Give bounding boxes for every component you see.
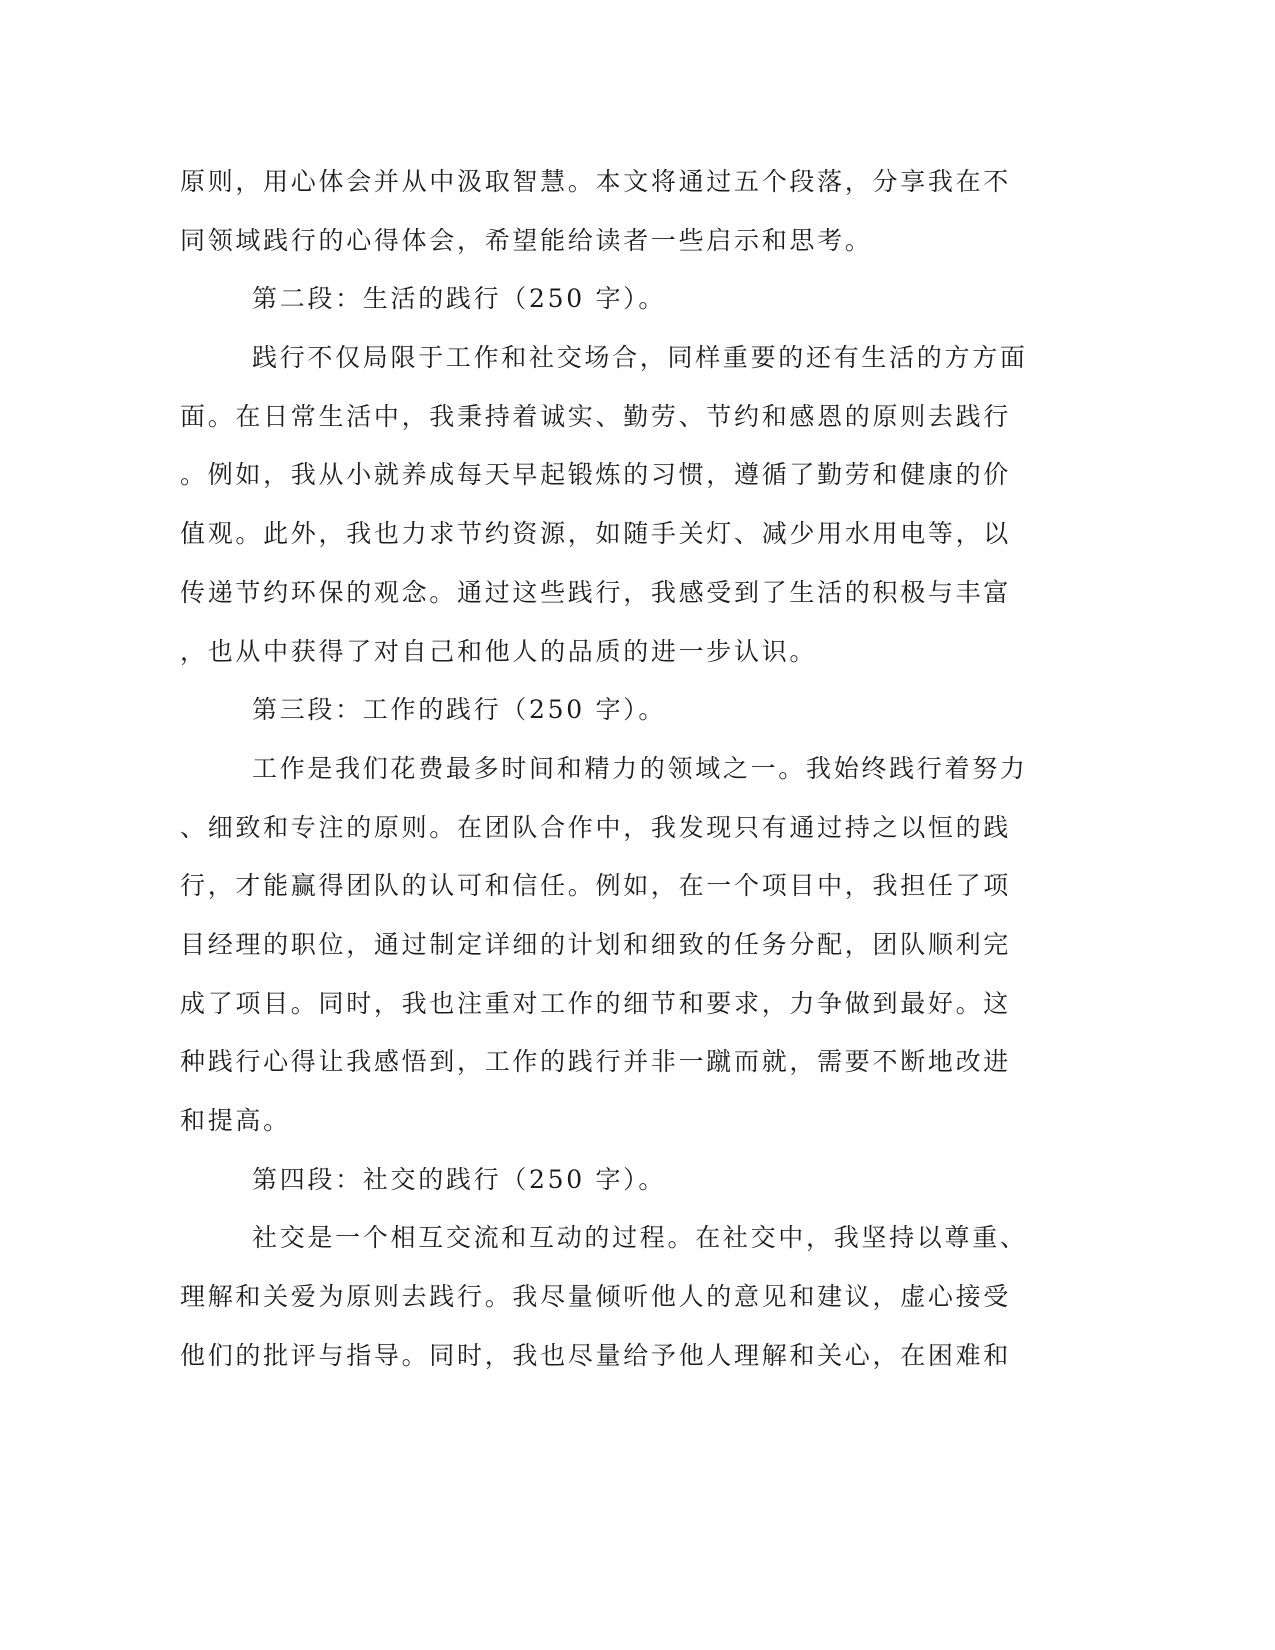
text-line: 目经理的职位，通过制定详细的计划和细致的任务分配，团队顺利完: [180, 929, 1012, 959]
text-line: 他们的批评与指导。同时，我也尽量给予他人理解和关心，在困难和: [180, 1340, 1012, 1370]
text-line: 面。在日常生活中，我秉持着诚实、勤劳、节约和感恩的原则去践行: [180, 401, 1012, 431]
text-line: 社交是一个相互交流和互动的过程。在社交中，我坚持以尊重、: [252, 1223, 1028, 1253]
text-line: 。例如，我从小就养成每天早起锻炼的习惯，遵循了勤劳和健康的价: [180, 460, 1012, 490]
text-line: 成了项目。同时，我也注重对工作的细节和要求，力争做到最好。这: [180, 988, 1012, 1018]
text-line: 、细致和专注的原则。在团队合作中，我发现只有通过持之以恒的践: [180, 812, 1012, 842]
paragraph-work: [180, 740, 1040, 1151]
text-line: 践行不仅局限于工作和社交场合，同样重要的还有生活的方方面: [252, 343, 1028, 373]
paragraph-life: [180, 329, 1040, 681]
paragraph-social: [180, 1209, 1040, 1385]
section-heading-4: [180, 1151, 1040, 1210]
heading-text: 第二段：生活的践行（250 字）。: [252, 284, 667, 314]
section-heading-2: [180, 270, 1040, 329]
text-line: 种践行心得让我感悟到，工作的践行并非一蹴而就，需要不断地改进: [180, 1047, 1012, 1077]
text-line: 同领域践行的心得体会，希望能给读者一些启示和思考。: [180, 225, 873, 255]
text-line: 传递节约环保的观念。通过这些践行，我感受到了生活的积极与丰富: [180, 577, 1012, 607]
text-line: ，也从中获得了对自己和他人的品质的进一步认识。: [180, 636, 818, 666]
heading-text: 第四段：社交的践行（250 字）。: [252, 1164, 667, 1194]
text-line: 行，才能赢得团队的认可和信任。例如，在一个项目中，我担任了项: [180, 871, 1012, 901]
text-line: 值观。此外，我也力求节约资源，如随手关灯、减少用水用电等，以: [180, 519, 1012, 549]
heading-text: 第三段：工作的践行（250 字）。: [252, 695, 667, 725]
text-line: 工作是我们花费最多时间和精力的领域之一。我始终践行着努力: [252, 753, 1028, 783]
text-line: 和提高。: [180, 1106, 291, 1135]
document-body: [180, 153, 1040, 1385]
text-line: 理解和关爱为原则去践行。我尽量倾听他人的意见和建议，虚心接受: [180, 1282, 1012, 1312]
paragraph-continuation: [180, 153, 1040, 270]
section-heading-3: [180, 681, 1040, 740]
text-line: 原则，用心体会并从中汲取智慧。本文将通过五个段落，分享我在不: [180, 167, 1012, 196]
